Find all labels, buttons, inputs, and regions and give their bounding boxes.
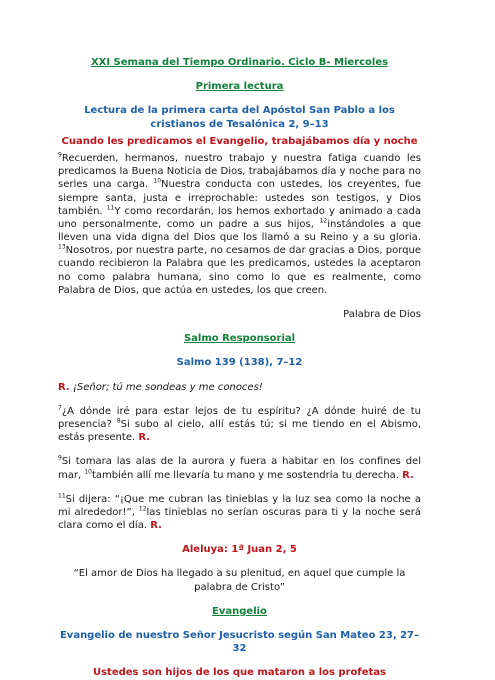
response-marker: R.	[402, 469, 414, 481]
verse-number: 11	[106, 204, 115, 212]
psalm-stanza-3	[58, 493, 421, 533]
verse-number: 12	[138, 505, 147, 513]
psalm-stanza-2	[58, 455, 421, 481]
verse-text: también allí me llevaría tu mano y me sostendría tu derecha.	[91, 469, 403, 481]
psalm-reference: Salmo 139 (138), 7–12	[176, 357, 303, 369]
verse-text: las tinieblas no serían oscuras para ti y la noche será clara como el día.	[58, 506, 421, 532]
psalm-stanza-1	[58, 405, 421, 445]
response-marker: R.	[150, 520, 162, 532]
verse-number: 9	[58, 454, 62, 462]
alleluia-text: “El amor de Dios ha llegado a su plenitud, en aquel que cumple la palabra de Cristo”	[73, 568, 406, 593]
response-text: ¡Señor; tú me sondeas y me conoces!	[72, 381, 263, 393]
verse-text: ¿A dónde iré para estar lejos de tu espíritu? ¿A dónde huiré de tu presencia?	[58, 405, 421, 430]
verse-text: Si tomara las alas de la aurora y fuera a habitar en los confines del mar,	[58, 456, 421, 481]
verse-text: Si dijera: “¡Que me cubran las tinieblas y la luz sea como la noche a mi alrededor!”,	[58, 493, 421, 518]
gospel-intro: Evangelio de nuestro Señor Jesucristo según San Mateo 23, 27–32	[59, 630, 420, 655]
gospel-heading: Evangelio	[212, 605, 267, 617]
verse-number: 10	[84, 468, 92, 476]
response-marker: R.	[138, 432, 151, 444]
psalm-heading: Salmo Responsorial	[183, 333, 296, 345]
verse-text: Si subo al cielo, allí estás tú; si me tiendo en el Abismo, estás presente.	[58, 418, 421, 444]
verse-number: 12	[319, 217, 328, 225]
psalm-response	[58, 381, 421, 394]
verse-text: Nuestra conducta con ustedes, los creyentes, fue siempre santa, justa e irreprochable: ustedes son testigos, y Dios también.	[58, 179, 422, 217]
first-reading-intro: Lectura de la primera carta del Apóstol San Pablo a los cristianos de Tesalónica 2, 9–13	[84, 105, 395, 130]
verse-text: Nosotros, por nuestra parte, no cesamos de dar gracias a Dios, porque cuando recibieron la Palabra que les predicamos, ustedes la aceptaron no como palabra humana, sino como lo que es realmente, como Palabra de Dios, que actúa en ustedes, los que creen.	[58, 245, 421, 296]
verse-text: instándoles a que lleven una vida digna del Dios que los llamó a su Reino y a su gloria.	[58, 218, 421, 244]
first-reading-subtitle: Cuando les predicamos el Evangelio, trabajábamos día y noche	[61, 135, 418, 147]
gospel-subtitle: Ustedes son hijos de los que mataron a los profetas	[92, 667, 387, 679]
verse-text: Recuerden, hermanos, nuestro trabajo y nuestra fatiga cuando les predicamos la Buena Noticia de Dios, trabajábamos día y noche para no serles una carga.	[58, 152, 421, 191]
verse-number: 11	[58, 492, 66, 500]
verse-number: 8	[116, 417, 121, 425]
word-of-god-closing: Palabra de Dios	[343, 309, 421, 320]
alleluia-heading: Aleluya: 1ª Juan 2, 5	[182, 544, 297, 556]
verse-number: 10	[153, 177, 162, 185]
verse-text: Y como recordarán, los hemos exhortado y animado a cada uno personalmente, como un padre a sus hijos,	[58, 205, 421, 230]
first-reading-heading: Primera lectura	[195, 81, 284, 93]
verse-number: 13	[58, 243, 66, 251]
verse-number: 7	[58, 404, 62, 412]
response-marker: R.	[58, 381, 70, 393]
week-title: XXI Semana del Tiempo Ordinario. Ciclo B- Miercoles	[90, 57, 389, 68]
verse-number: 9	[58, 151, 62, 159]
first-reading-text	[58, 152, 421, 297]
